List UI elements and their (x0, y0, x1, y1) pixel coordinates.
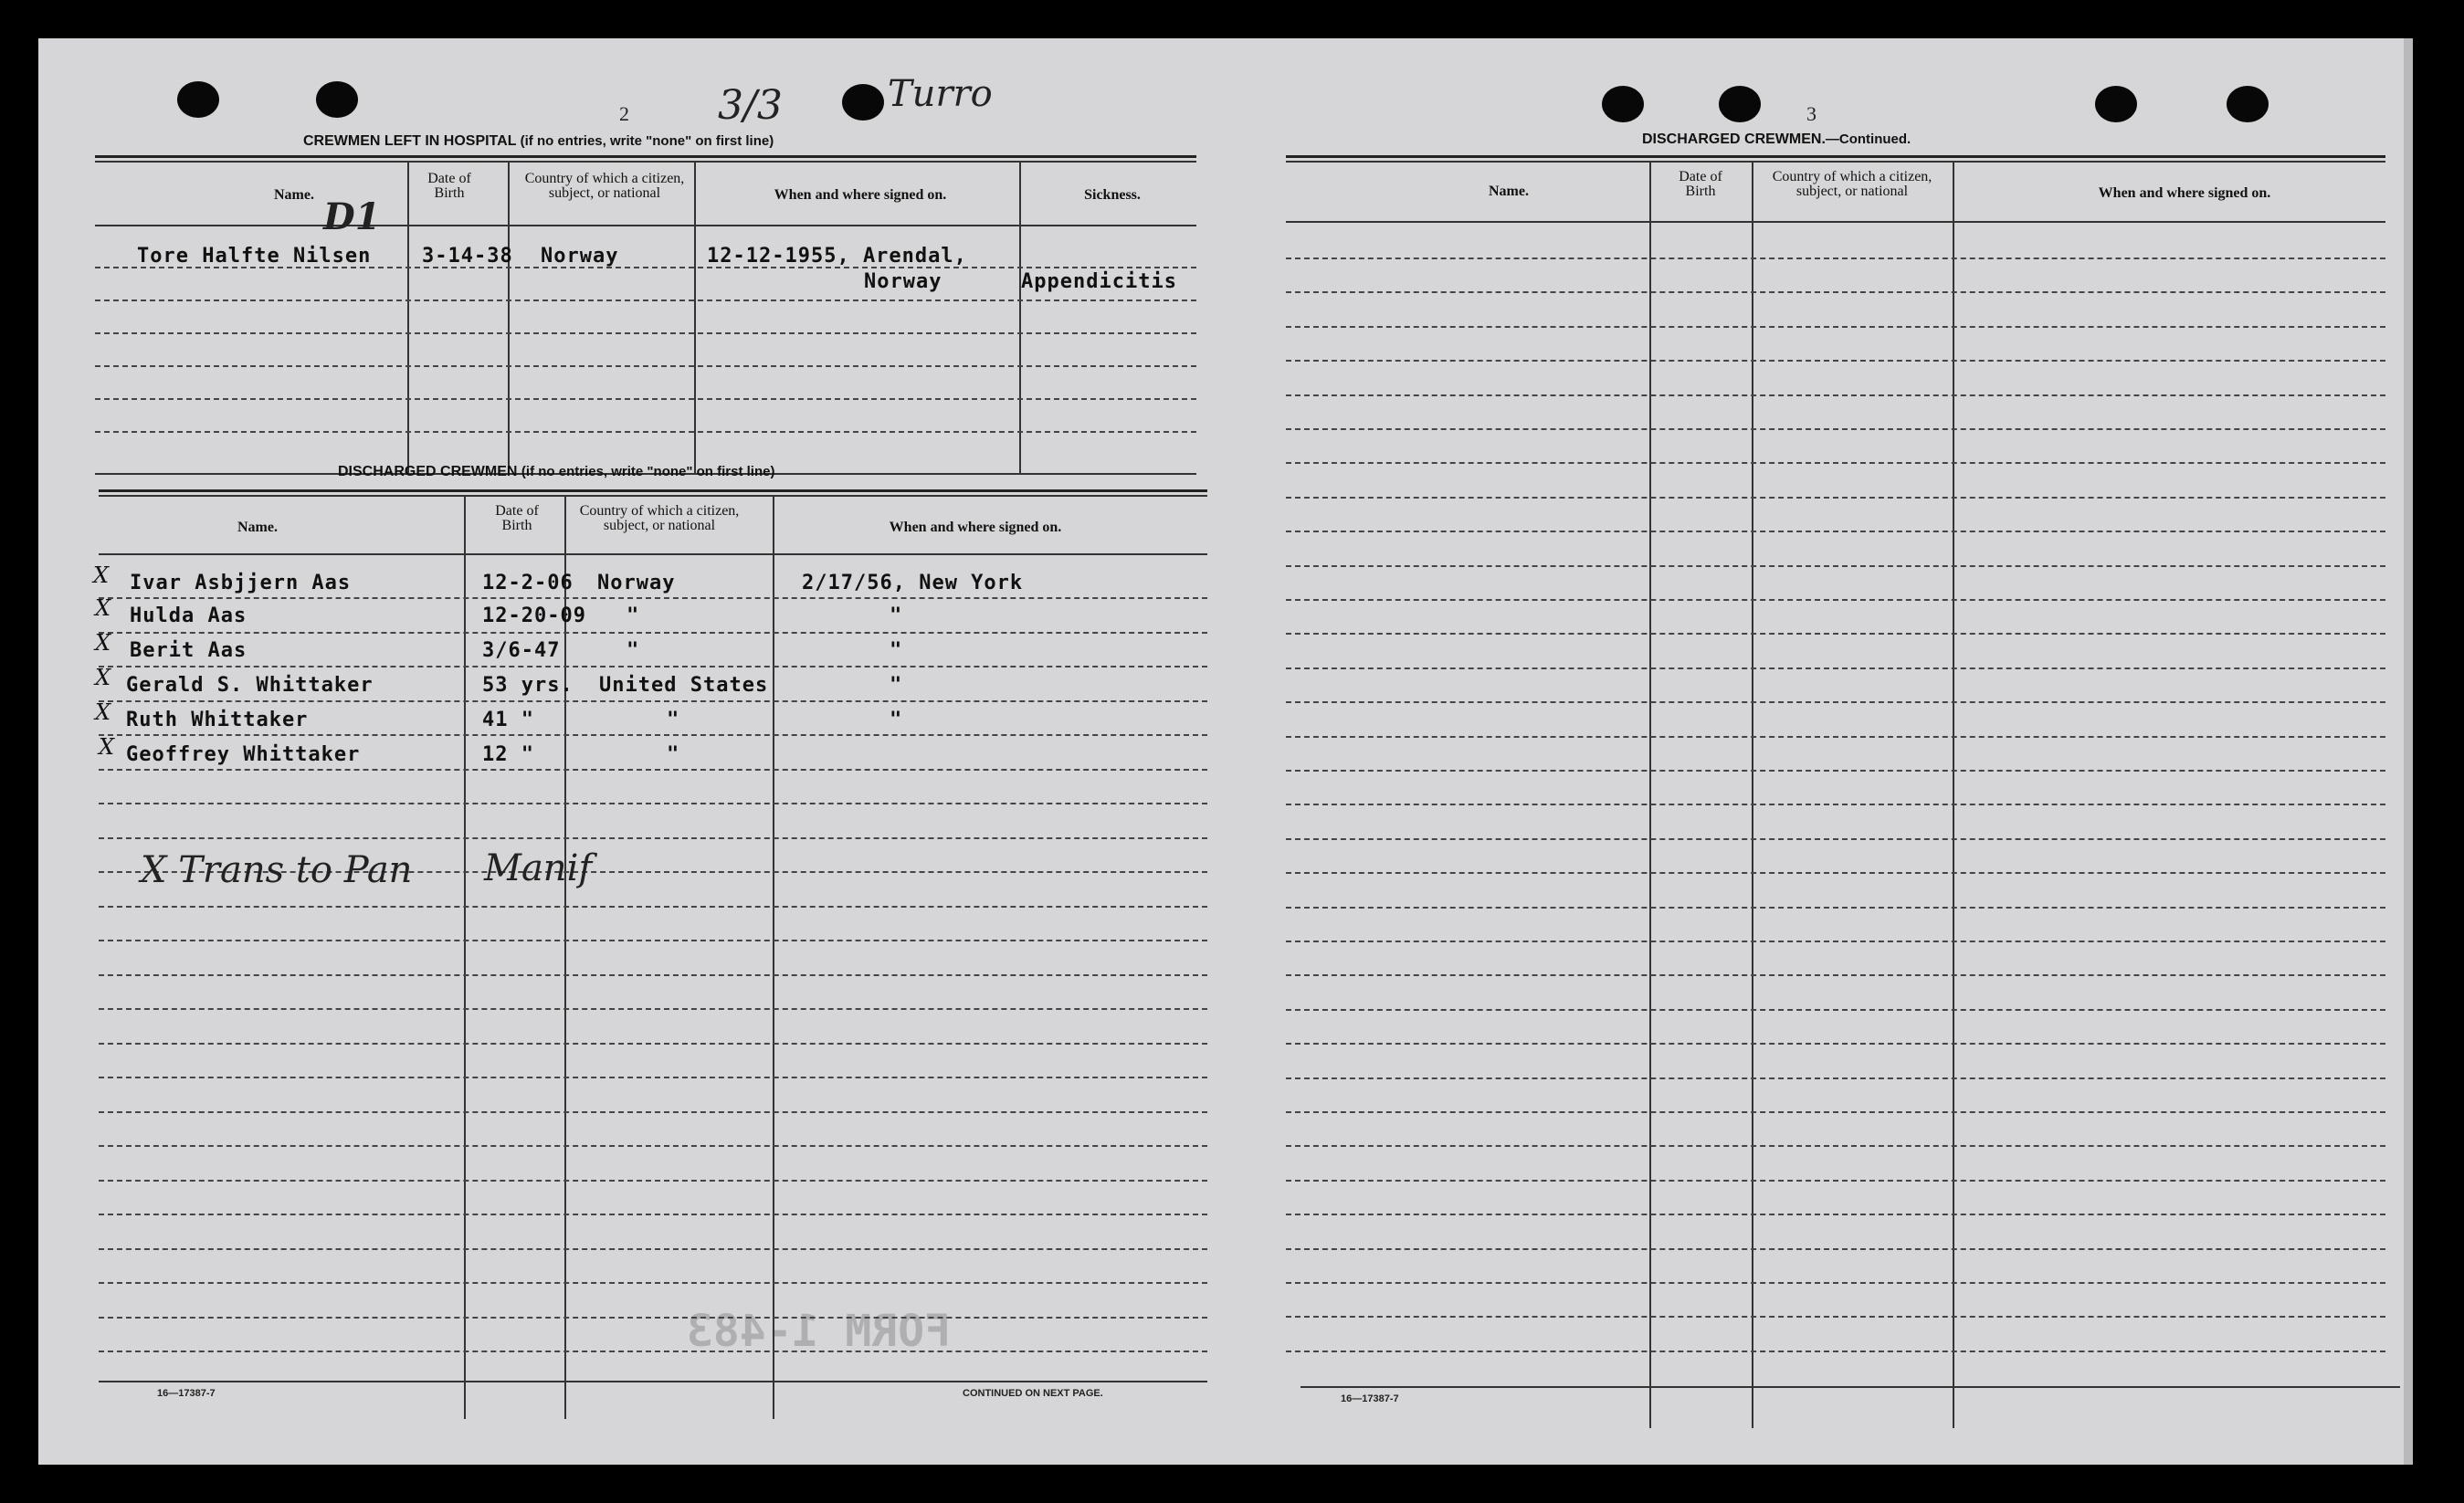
right-page-number: 3 (1806, 102, 1816, 125)
right-row-line (1286, 1351, 2385, 1352)
hospital-name-mark: D1 (323, 195, 381, 238)
discharged-row-line (99, 837, 1207, 839)
discharged-row-line (99, 1351, 1207, 1352)
discharged-col-divider (773, 495, 774, 1419)
right-row-line (1286, 599, 2385, 601)
discharged-row-line (99, 1043, 1207, 1045)
discharged-row-2-dob: 12-20-09 (482, 604, 586, 627)
discharged-section-title: DISCHARGED CREWMEN (if no entries, write "none" on first line) (338, 464, 775, 479)
right-header-signed: When and where signed on. (2098, 185, 2271, 201)
discharged-row-2-country: " (627, 604, 640, 627)
discharged-row-4-mark: X (95, 665, 111, 690)
right-row-line (1286, 1043, 2385, 1045)
hospital-crew-signed-1: 12-12-1955, Arendal, (707, 245, 967, 268)
right-row-line (1286, 258, 2385, 259)
discharged-row-3-dob: 3/6-47 (482, 639, 561, 662)
right-row-line (1286, 326, 2385, 328)
right-row-line (1286, 701, 2385, 703)
discharged-row-line (99, 1111, 1207, 1113)
faded-stamp: FORM 1-483 (687, 1306, 951, 1357)
discharged-row-2-name: Hulda Aas (130, 604, 247, 627)
right-row-line (1286, 1316, 2385, 1318)
right-row-line (1286, 872, 2385, 874)
punch-hole-3 (842, 84, 884, 121)
hospital-row-line (95, 398, 1196, 400)
hospital-crew-country: Norway (541, 245, 619, 268)
hospital-crew-signed-2: Norway (864, 270, 942, 293)
discharged-row-5-mark: X (95, 699, 111, 725)
discharged-row-5-signed: " (890, 709, 903, 731)
right-row-line (1286, 941, 2385, 942)
hospital-header-country: Country of which a citizen, subject, or national (524, 171, 685, 201)
discharged-row-1-mark: X (93, 562, 110, 588)
hospital-col-divider (508, 161, 510, 475)
discharged-row-2-signed: " (890, 604, 903, 627)
discharged-row-2-mark: X (95, 595, 111, 621)
right-row-line (1286, 838, 2385, 840)
hospital-crew-name: Tore Halfte Nilsen (137, 245, 372, 268)
right-bottom-rule (1300, 1386, 2400, 1388)
discharged-row-line (99, 1145, 1207, 1147)
right-top-rule-2 (1286, 161, 2385, 163)
right-row-line (1286, 360, 2385, 362)
right-footer-form-number: 16—17387-7 (1341, 1393, 1399, 1404)
punch-hole-7 (2227, 86, 2269, 122)
discharged-row-line (99, 1180, 1207, 1182)
left-footer-continued: CONTINUED ON NEXT PAGE. (963, 1388, 1103, 1399)
discharged-row-4-dob: 53 yrs. (482, 674, 574, 697)
hospital-header-signed: When and where signed on. (774, 187, 947, 203)
discharged-row-5-dob: 41 " (482, 709, 534, 731)
discharged-row-line (99, 1214, 1207, 1215)
hospital-row-line (95, 365, 1196, 367)
punch-hole-6 (2095, 86, 2137, 122)
discharged-row-6-mark: X (99, 734, 115, 760)
handwritten-initials: Turro (888, 73, 993, 115)
hospital-crew-dob: 3-14-38 (422, 245, 513, 268)
right-row-line (1286, 291, 2385, 293)
discharged-row-5-name: Ruth Whittaker (126, 709, 309, 731)
right-row-line (1286, 667, 2385, 669)
right-header-country: Country of which a citizen, subject, or national (1772, 169, 1932, 199)
discharged-row-line (99, 734, 1207, 736)
right-section-title: DISCHARGED CREWMEN.—Continued. (1642, 131, 1911, 147)
right-row-line (1286, 1111, 2385, 1113)
right-header-dob: Date of Birth (1679, 169, 1722, 199)
right-row-line (1286, 462, 2385, 464)
discharged-col-divider (464, 495, 466, 1419)
punch-hole-5 (1719, 86, 1761, 122)
right-row-line (1286, 736, 2385, 738)
punch-hole-4 (1602, 86, 1644, 122)
discharged-bottom-rule (99, 1381, 1207, 1382)
hospital-header-name: Name. (274, 187, 314, 203)
discharged-row-6-dob: 12 " (482, 743, 534, 766)
right-row-line (1286, 804, 2385, 805)
discharged-row-1-signed: 2/17/56, New York (802, 572, 1024, 594)
right-row-line (1286, 428, 2385, 430)
discharged-row-1-country: Norway (597, 572, 676, 594)
discharged-row-6-name: Geoffrey Whittaker (126, 743, 361, 766)
right-col-divider (1953, 161, 1954, 1428)
hospital-top-rule-2 (95, 161, 1196, 163)
discharged-row-line (99, 597, 1207, 599)
handwritten-page-mark: 3/3 (718, 82, 783, 129)
right-row-line (1286, 394, 2385, 396)
discharged-row-5-country: " (667, 709, 680, 731)
hospital-header-rule (95, 225, 1196, 226)
discharged-header-dob: Date of Birth (495, 503, 539, 533)
discharged-header-country: Country of which a citizen, subject, or national (579, 503, 740, 533)
hospital-row-line (95, 300, 1196, 301)
punch-hole-1 (177, 81, 219, 118)
hospital-row-line (95, 431, 1196, 433)
right-row-line (1286, 633, 2385, 635)
discharged-row-line (99, 1077, 1207, 1078)
hospital-crew-sickness: Appendicitis (1021, 270, 1177, 293)
discharged-row-line (99, 1008, 1207, 1010)
hospital-col-divider (1019, 161, 1021, 475)
right-row-line (1286, 974, 2385, 976)
hospital-header-sickness: Sickness. (1084, 187, 1141, 203)
left-footer-form-number: 16—17387-7 (157, 1388, 216, 1399)
discharged-row-line (99, 1317, 1207, 1319)
right-row-line (1286, 1248, 2385, 1250)
right-row-line (1286, 1214, 2385, 1215)
right-header-rule (1286, 221, 2385, 223)
right-top-rule (1286, 155, 2385, 158)
discharged-row-3-signed: " (890, 639, 903, 662)
right-row-line (1286, 770, 2385, 772)
document-sheet (38, 38, 2413, 1465)
right-row-line (1286, 1009, 2385, 1011)
discharged-row-line (99, 940, 1207, 941)
discharged-row-line (99, 769, 1207, 771)
discharged-row-line (99, 666, 1207, 667)
hospital-col-divider (407, 161, 409, 475)
handwritten-manifest-note: Manif (484, 847, 593, 889)
discharged-row-3-country: " (627, 639, 640, 662)
punch-hole-2 (316, 81, 358, 118)
discharged-header-signed: When and where signed on. (889, 520, 1062, 535)
right-row-line (1286, 497, 2385, 499)
right-row-line (1286, 531, 2385, 532)
discharged-col-divider (564, 495, 566, 1419)
right-row-line (1286, 1145, 2385, 1147)
discharged-row-line (99, 803, 1207, 804)
discharged-row-4-country: United States (599, 674, 769, 697)
hospital-row-line (95, 332, 1196, 334)
discharged-row-line (99, 1282, 1207, 1284)
discharged-top-rule (99, 489, 1207, 492)
discharged-row-line (99, 700, 1207, 702)
hospital-col-divider (694, 161, 696, 475)
right-col-divider (1649, 161, 1651, 1428)
hospital-top-rule (95, 155, 1196, 158)
discharged-row-3-name: Berit Aas (130, 639, 247, 662)
left-page-number: 2 (619, 102, 629, 125)
discharged-row-line (99, 974, 1207, 976)
right-row-line (1286, 1077, 2385, 1079)
discharged-row-line (99, 632, 1207, 634)
discharged-row-3-mark: X (95, 630, 111, 656)
discharged-row-line (99, 906, 1207, 908)
discharged-header-name: Name. (237, 520, 278, 535)
hospital-header-dob: Date of Birth (427, 171, 471, 201)
discharged-top-rule-2 (99, 495, 1207, 497)
discharged-row-1-dob: 12-2-06 (482, 572, 574, 594)
right-row-line (1286, 1282, 2385, 1284)
right-row-line (1286, 1180, 2385, 1182)
discharged-row-6-country: " (667, 743, 680, 766)
right-header-name: Name. (1489, 184, 1529, 199)
discharged-row-line (99, 1248, 1207, 1250)
discharged-row-1-name: Ivar Asbjjern Aas (130, 572, 352, 594)
right-row-line (1286, 565, 2385, 567)
discharged-header-rule (99, 553, 1207, 555)
discharged-row-4-signed: " (890, 674, 903, 697)
discharged-row-4-name: Gerald S. Whittaker (126, 674, 374, 697)
hospital-section-title: CREWMEN LEFT IN HOSPITAL (if no entries, write "none" on first line) (303, 133, 774, 149)
right-col-divider (1752, 161, 1753, 1428)
right-row-line (1286, 907, 2385, 909)
handwritten-transfer-note: X Trans to Pan (141, 849, 413, 891)
